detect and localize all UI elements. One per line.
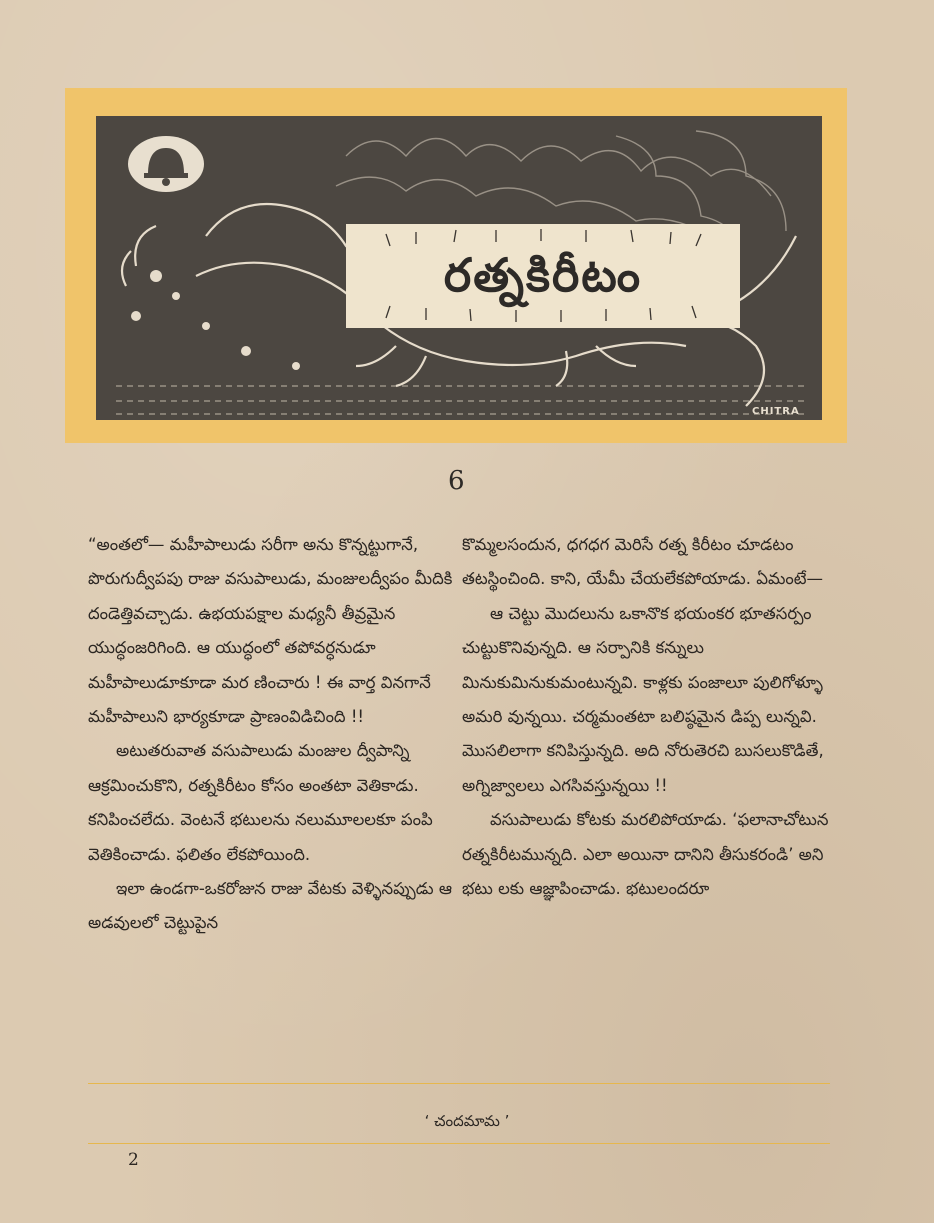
paragraph: అటుతరువాత వసుపాలుడు మంజుల ద్వీపాన్ని ఆక్రమించుకొని, రత్నకిరీటం కోసం అంతటా వెతికాడు. కనిపించలేదు. వెంటనే భటులను నలుమూలలకూ పంపి వెతికించాడు. ఫలితం లేకపోయింది. [88, 741, 433, 864]
left-column [88, 528, 460, 941]
title-plate [346, 224, 740, 328]
paragraph: ఆ చెట్టు మొదలును ఒకానొక భయంకర భూతసర్పం చుట్టుకొనివున్నది. ఆ సర్పానికి కన్నులు మినుకుమినుకుమంటున్నవి. కాళ్లకు పంజాలూ పులిగోళ్ళూ అమరి వున్నయి. చర్మమంతటా బలిష్ఠమైన డిప్ప లున్నవి. మొసలిలాగా కనిపిస్తున్నది. అది నోరుతెరచి బుసలుకొడితే, అగ్నిజ్వాలలు ఎగసివస్తున్నయి !! [462, 603, 824, 795]
chapter-number: 6 [448, 466, 465, 496]
page-number: 2 [128, 1150, 139, 1170]
story-title: రత్నకిరీటం [443, 248, 643, 302]
paragraph: వసుపాలుడు కోటకు మరలిపోయాడు. ‘ఫలానాచోటున రత్నకిరీటమున్నది. ఎలా అయినా దానిని తీసుకరండి’ అని భటు లకు ఆజ్ఞాపించాడు. భటులందరూ [462, 810, 829, 899]
artist-signature: CHITRA [752, 406, 800, 417]
paragraph: కొమ్మలసందున, ధగధగ మెరిసే రత్న కిరీటం చూడటం తటస్థించింది. కాని, యేమీ చేయలేకపోయాడు. ఏమంటే— [462, 535, 824, 589]
footer-rule-top [88, 1083, 830, 1084]
right-column [462, 528, 834, 906]
bell-icon [128, 136, 204, 192]
paragraph: “అంతలో— మహీపాలుడు సరీగా అను కొన్నట్టుగానే, పొరుగుద్వీపపు రాజు వసుపాలుడు, మంజులద్వీపం మీదికి దండెత్తివచ్చాడు. ఉభయపక్షాల మధ్యనీ తీవ్రమైన యుద్ధంజరిగింది. ఆ యుద్ధంలో తపోవర్ధనుడూ మహీపాలుడూకూడా మర ణించారు ! ఈ వార్త వినగానే మహీపాలుని భార్యకూడా ప్రాణంవిడిచింది !! [88, 535, 453, 727]
paragraph: ఇలా ఉండగా-ఒకరోజున రాజు వేటకు వెళ్ళినప్పుడు ఆ అడవులలో చెట్టుపైన [88, 879, 453, 933]
footer-rule-bottom [88, 1143, 830, 1144]
magazine-name: ‘ చందమామ ’ [424, 1112, 510, 1130]
